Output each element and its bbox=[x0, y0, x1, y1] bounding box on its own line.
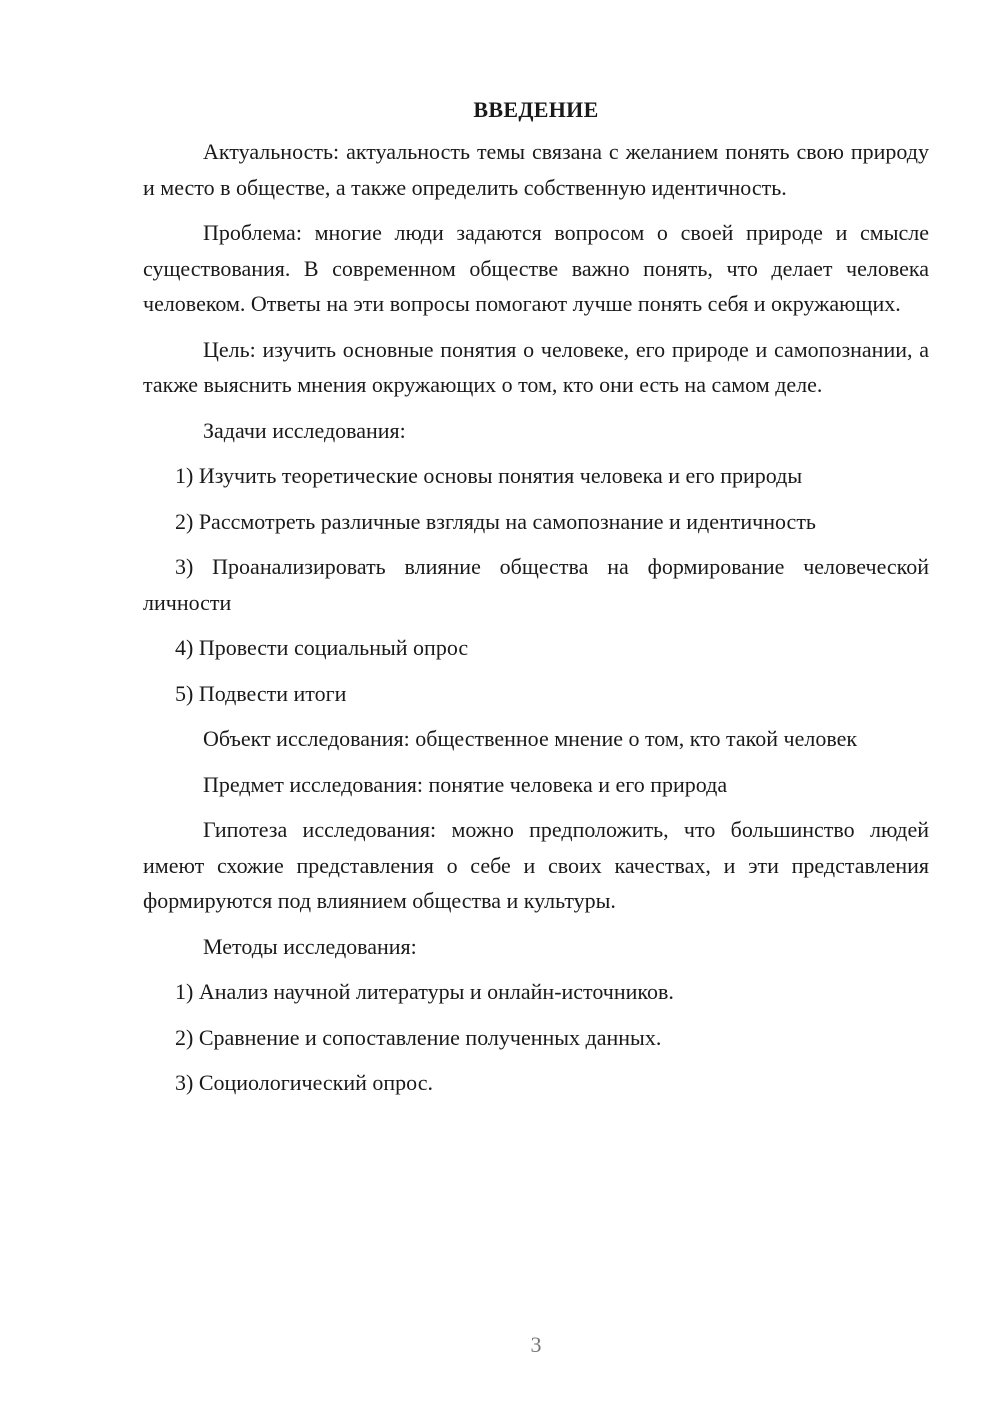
tasks-heading: Задачи исследования: bbox=[203, 417, 406, 443]
page-title: ВВЕДЕНИЕ bbox=[473, 97, 599, 122]
page-number: 3 bbox=[530, 1332, 542, 1357]
methods-heading: Методы исследования: bbox=[203, 933, 417, 959]
object-paragraph: Объект исследования: общественное мнение о том, кто такой человек bbox=[203, 726, 858, 751]
method-item-1: 1) Анализ научной литературы и онлайн-источников. bbox=[175, 979, 674, 1004]
goal-paragraph: Цель: изучить основные понятия о человеке, его природе и самопознании, а также выяснить мнения окружающих о том, кто они есть на самом деле. bbox=[143, 336, 929, 397]
subject-paragraph: Предмет исследования: понятие человека и его природа bbox=[203, 771, 728, 797]
method-item-2: 2) Сравнение и сопоставление полученных данных. bbox=[175, 1024, 662, 1050]
document-page bbox=[143, 90, 929, 1111]
relevance-paragraph: Актуальность: актуальность темы связана с желанием понять свою природу и место в обществе, а также определить собственную идентичность. bbox=[143, 139, 929, 200]
task-item-1: 1) Изучить теоретические основы понятия человека и его природы bbox=[175, 463, 803, 488]
hypothesis-paragraph: Гипотеза исследования: можно предположить, что большинство людей имеют схожие представления о себе и своих качествах, и эти представления формируются под влиянием общества и культуры. bbox=[143, 817, 929, 913]
method-item-3: 3) Социологический опрос. bbox=[175, 1070, 433, 1095]
task-item-4: 4) Провести социальный опрос bbox=[175, 635, 469, 660]
task-item-5: 5) Подвести итоги bbox=[175, 680, 347, 706]
problem-paragraph: Проблема: многие люди задаются вопросом о своей природе и смысле существования. В современном обществе важно понять, что делает человека человеком. Ответы на эти вопросы помогают лучше понять себя и окружающих. bbox=[143, 220, 929, 316]
task-item-2: 2) Рассмотреть различные взгляды на самопознание и идентичность bbox=[175, 508, 816, 534]
task-item-3: 3) Проанализировать влияние общества на формирование человеческой личности bbox=[143, 554, 929, 615]
